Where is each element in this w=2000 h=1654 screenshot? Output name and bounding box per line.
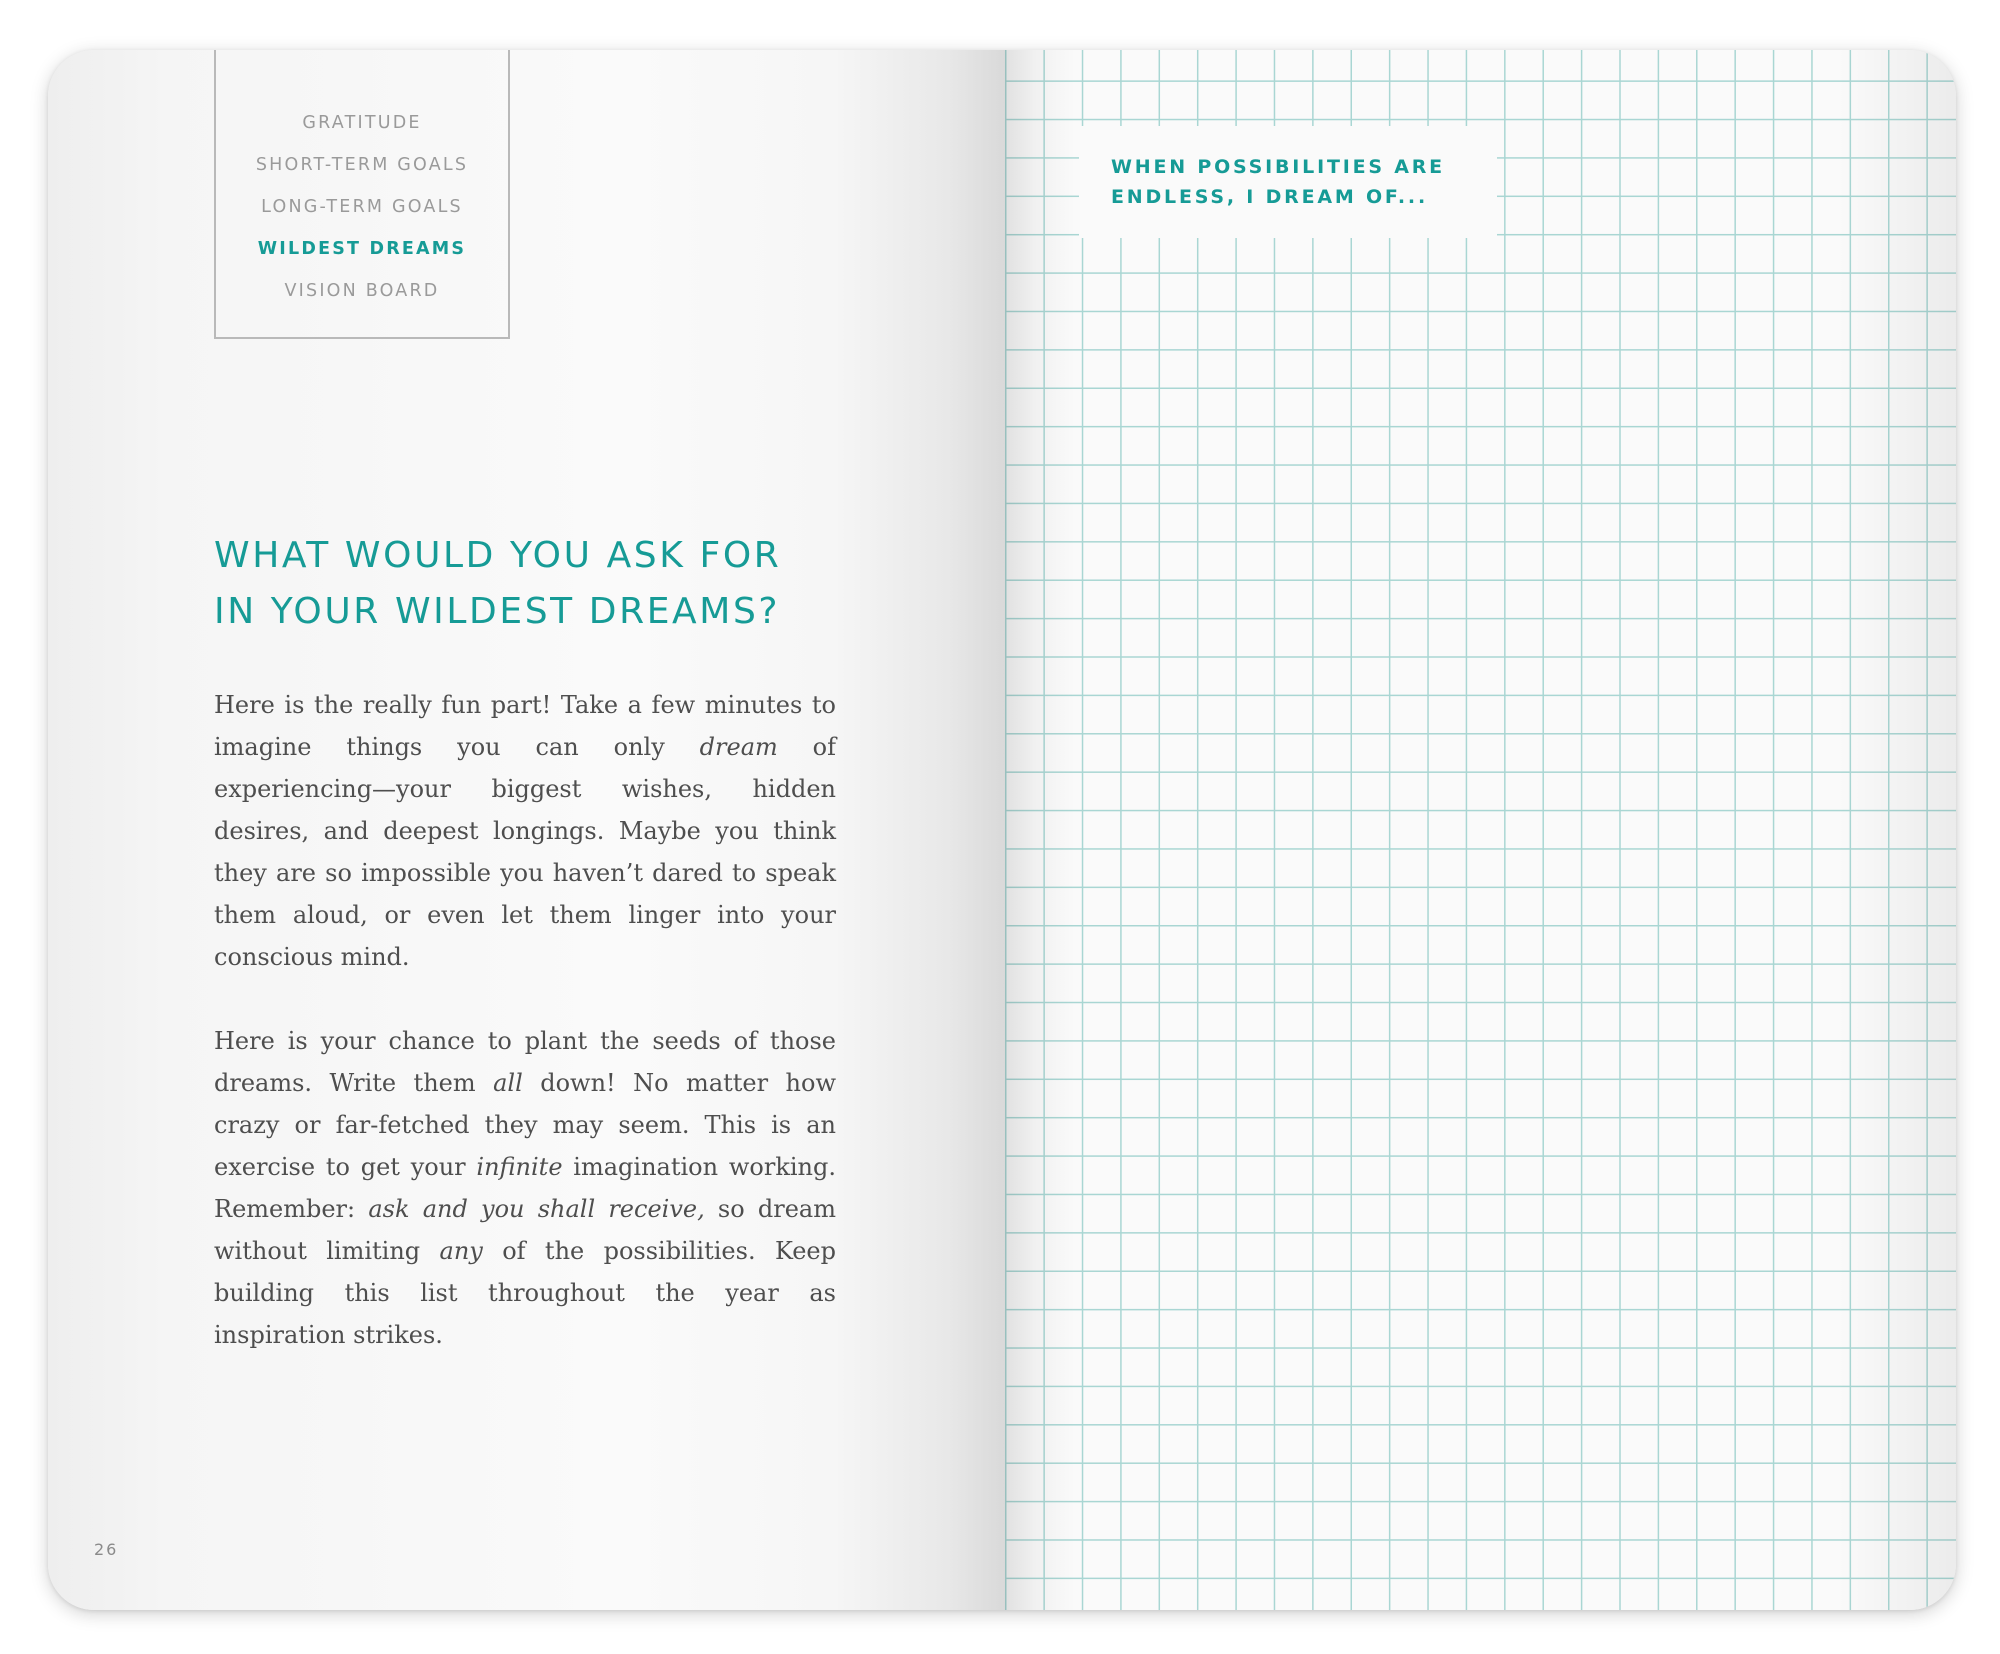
book-spread — [48, 50, 1956, 1610]
paragraph-2-text-1: Here is your chance to plant the seeds of those dreams. Write them — [214, 1027, 836, 1097]
nav-item-short-term-goals: SHORT-TERM GOALS — [255, 155, 469, 175]
body-text — [214, 684, 836, 1398]
page-title — [214, 528, 914, 640]
left-page — [48, 50, 1005, 1610]
paragraph-2-emphasis-2: infinite — [476, 1153, 563, 1181]
page-title-line-2: IN YOUR WILDEST DREAMS? — [214, 591, 781, 632]
paragraph-1-text-2: of experiencing—your biggest wishes, hidden desires, and deepest longings. Maybe you think they are so impossible you haven’t dared to speak them aloud, or even let them linger into your conscious mind. — [214, 733, 836, 971]
nav-item-gratitude: GRATITUDE — [302, 113, 422, 133]
paragraph-2-text-5: of the possibilities. Keep building this list throughout the year as inspiration strikes. — [214, 1237, 836, 1349]
paragraph-2-text-2: down! No matter how crazy or far-fetched they may seem. This is an exercise to get your — [214, 1069, 836, 1181]
nav-item-wildest-dreams: WILDEST DREAMS — [257, 239, 467, 259]
journal-prompt — [1079, 126, 1497, 238]
paragraph-2-emphasis-1: all — [493, 1069, 523, 1097]
paragraph-1 — [214, 684, 836, 978]
paragraph-2-emphasis-4: any — [439, 1237, 483, 1265]
nav-item-vision-board: VISION BOARD — [284, 281, 440, 301]
right-page-grid — [1005, 50, 1956, 1610]
page-title-line-1: WHAT WOULD YOU ASK FOR — [214, 535, 782, 576]
paragraph-2-text-4: so dream without limiting — [214, 1195, 836, 1265]
section-nav — [214, 50, 510, 339]
journal-prompt-line-2: ENDLESS, I DREAM OF... — [1111, 186, 1428, 208]
page-number: 26 — [94, 1540, 119, 1559]
journal-prompt-line-1: WHEN POSSIBILITIES ARE — [1111, 156, 1445, 178]
paragraph-1-emphasis-1: dream — [699, 733, 778, 761]
nav-item-long-term-goals: LONG-TERM GOALS — [261, 197, 463, 217]
paragraph-2-text-3: imagination working. Remember: — [214, 1153, 836, 1223]
paragraph-2 — [214, 1020, 836, 1356]
paragraph-2-emphasis-3: ask and you shall receive, — [368, 1195, 705, 1223]
paragraph-1-text-1: Here is the really fun part! Take a few minutes to imagine things you can only — [214, 691, 836, 761]
